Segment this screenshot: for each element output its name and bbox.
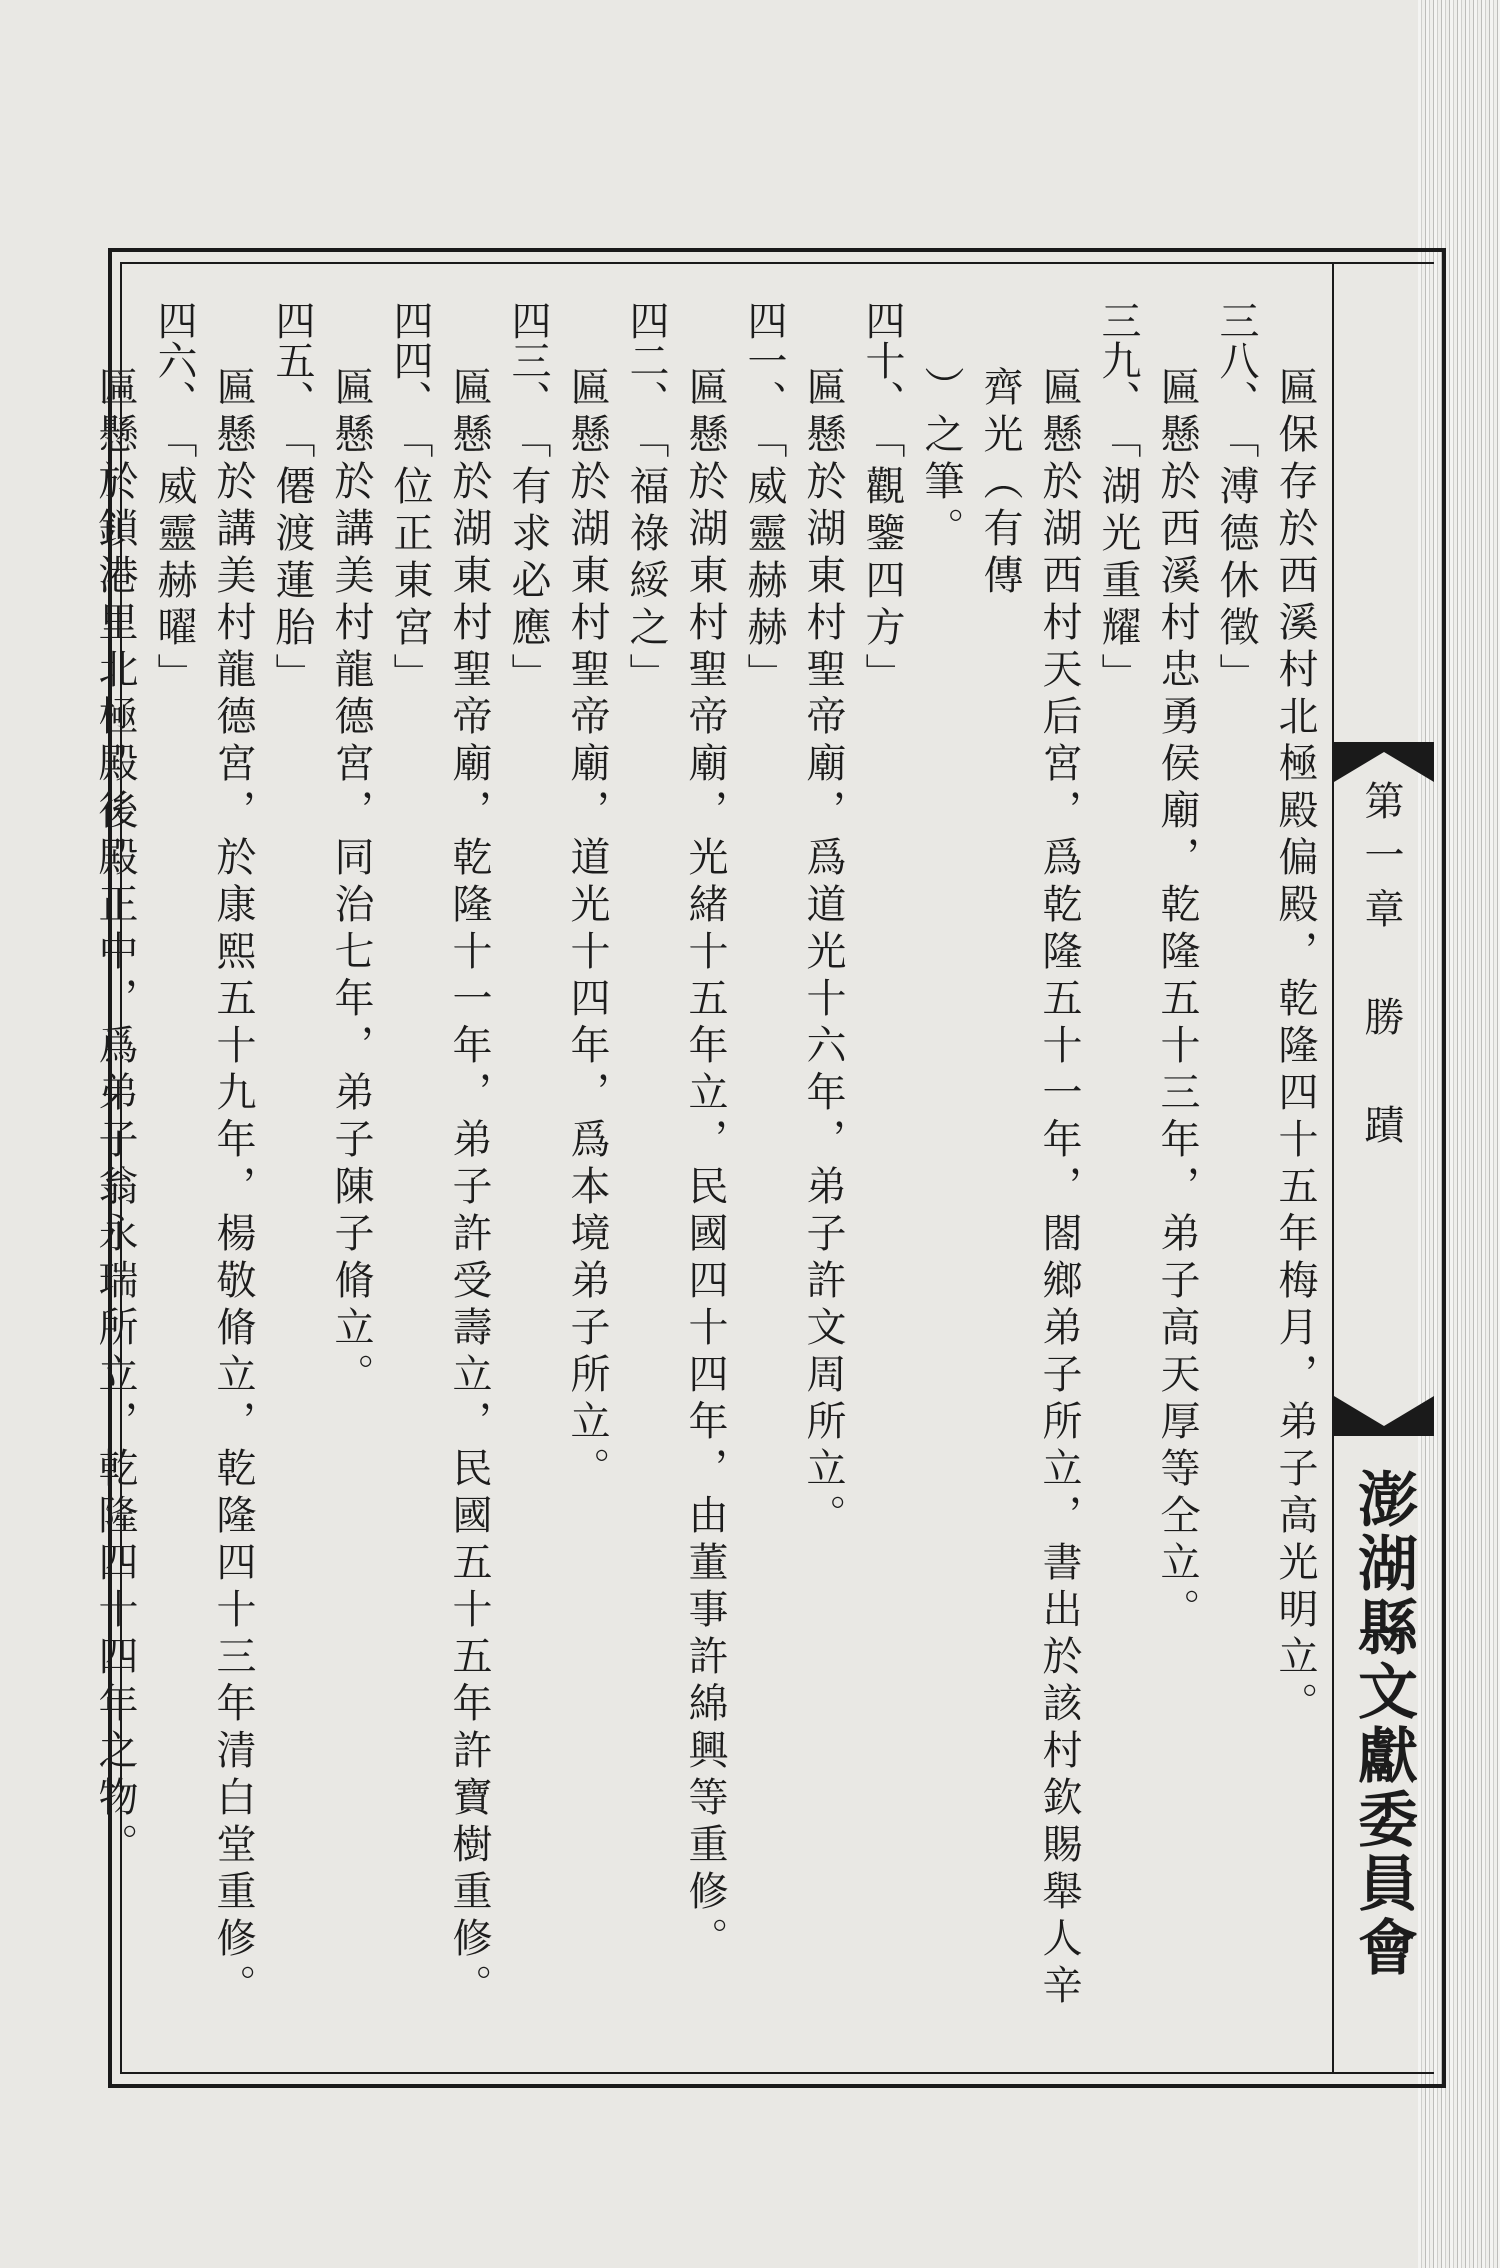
text-line: 匾懸於講美村龍德宮，於康熙五十九年，楊敬脩立，乾隆四十三年清白堂重修。	[210, 366, 256, 2011]
fish-tail-top	[1334, 742, 1434, 782]
list-item: 四十、「觀鑒四方」	[859, 300, 905, 700]
text-line: ）之筆。	[918, 366, 964, 554]
item-number: 三八、	[1213, 300, 1259, 420]
text-line: 匾懸於鎖港里北極殿後殿正中，爲弟子翁永瑞所立，乾隆四十四年之物。	[92, 366, 138, 1870]
item-number: 四二、	[623, 300, 669, 420]
text-line: 匾保存於西溪村北極殿偏殿，乾隆四十五年梅月，弟子高光明立。	[1272, 366, 1318, 1729]
list-item: 四二、「福祿綏之」	[623, 300, 669, 700]
text-line: 匾懸於西溪村忠勇侯廟，乾隆五十三年，弟子高天厚等仝立。	[1154, 366, 1200, 1635]
list-item: 三八、「溥德休徵」	[1213, 300, 1259, 700]
text-line: 匾懸於湖東村聖帝廟，道光十四年，爲本境弟子所立。	[564, 366, 610, 1494]
list-item: 四六、「威靈赫曜」	[151, 300, 197, 700]
item-number: 四五、	[269, 300, 315, 420]
text-line: 匾懸於湖西村天后宮，爲乾隆五十一年，閤鄉弟子所立，書出於該村欽賜舉人辛齊光（有傳	[977, 366, 1082, 2011]
fish-tail-bottom	[1334, 1396, 1434, 1436]
item-number: 四十、	[859, 300, 905, 420]
item-number: 四一、	[741, 300, 787, 420]
page-content	[92, 300, 1324, 2040]
publisher-name: 澎湖縣文獻委員會	[1348, 1468, 1418, 1980]
text-line: 匾懸於湖東村聖帝廟，乾隆十一年，弟子許受壽立，民國五十五年許寶樹重修。	[446, 366, 492, 2011]
list-item: 四四、「位正東宮」	[387, 300, 433, 700]
chapter-heading: 第一章 勝 蹟	[1358, 780, 1404, 1158]
list-item: 四五、「僊渡蓮胎」	[269, 300, 315, 700]
list-item: 四一、「威靈赫赫」	[741, 300, 787, 700]
list-item: 三九、「湖光重耀」	[1095, 300, 1141, 700]
list-item: 四三、「有求必應」	[505, 300, 551, 700]
item-number: 三九、	[1095, 300, 1141, 420]
text-line: 匾懸於湖東村聖帝廟，爲道光十六年，弟子許文周所立。	[800, 366, 846, 1541]
item-number: 四六、	[151, 300, 197, 420]
item-number: 四三、	[505, 300, 551, 420]
text-line: 匾懸於湖東村聖帝廟，光緒十五年立，民國四十四年，由董事許綿興等重修。	[682, 366, 728, 1964]
item-number: 四四、	[387, 300, 433, 420]
text-line: 匾懸於講美村龍德宮，同治七年，弟子陳子脩立。	[328, 366, 374, 1400]
